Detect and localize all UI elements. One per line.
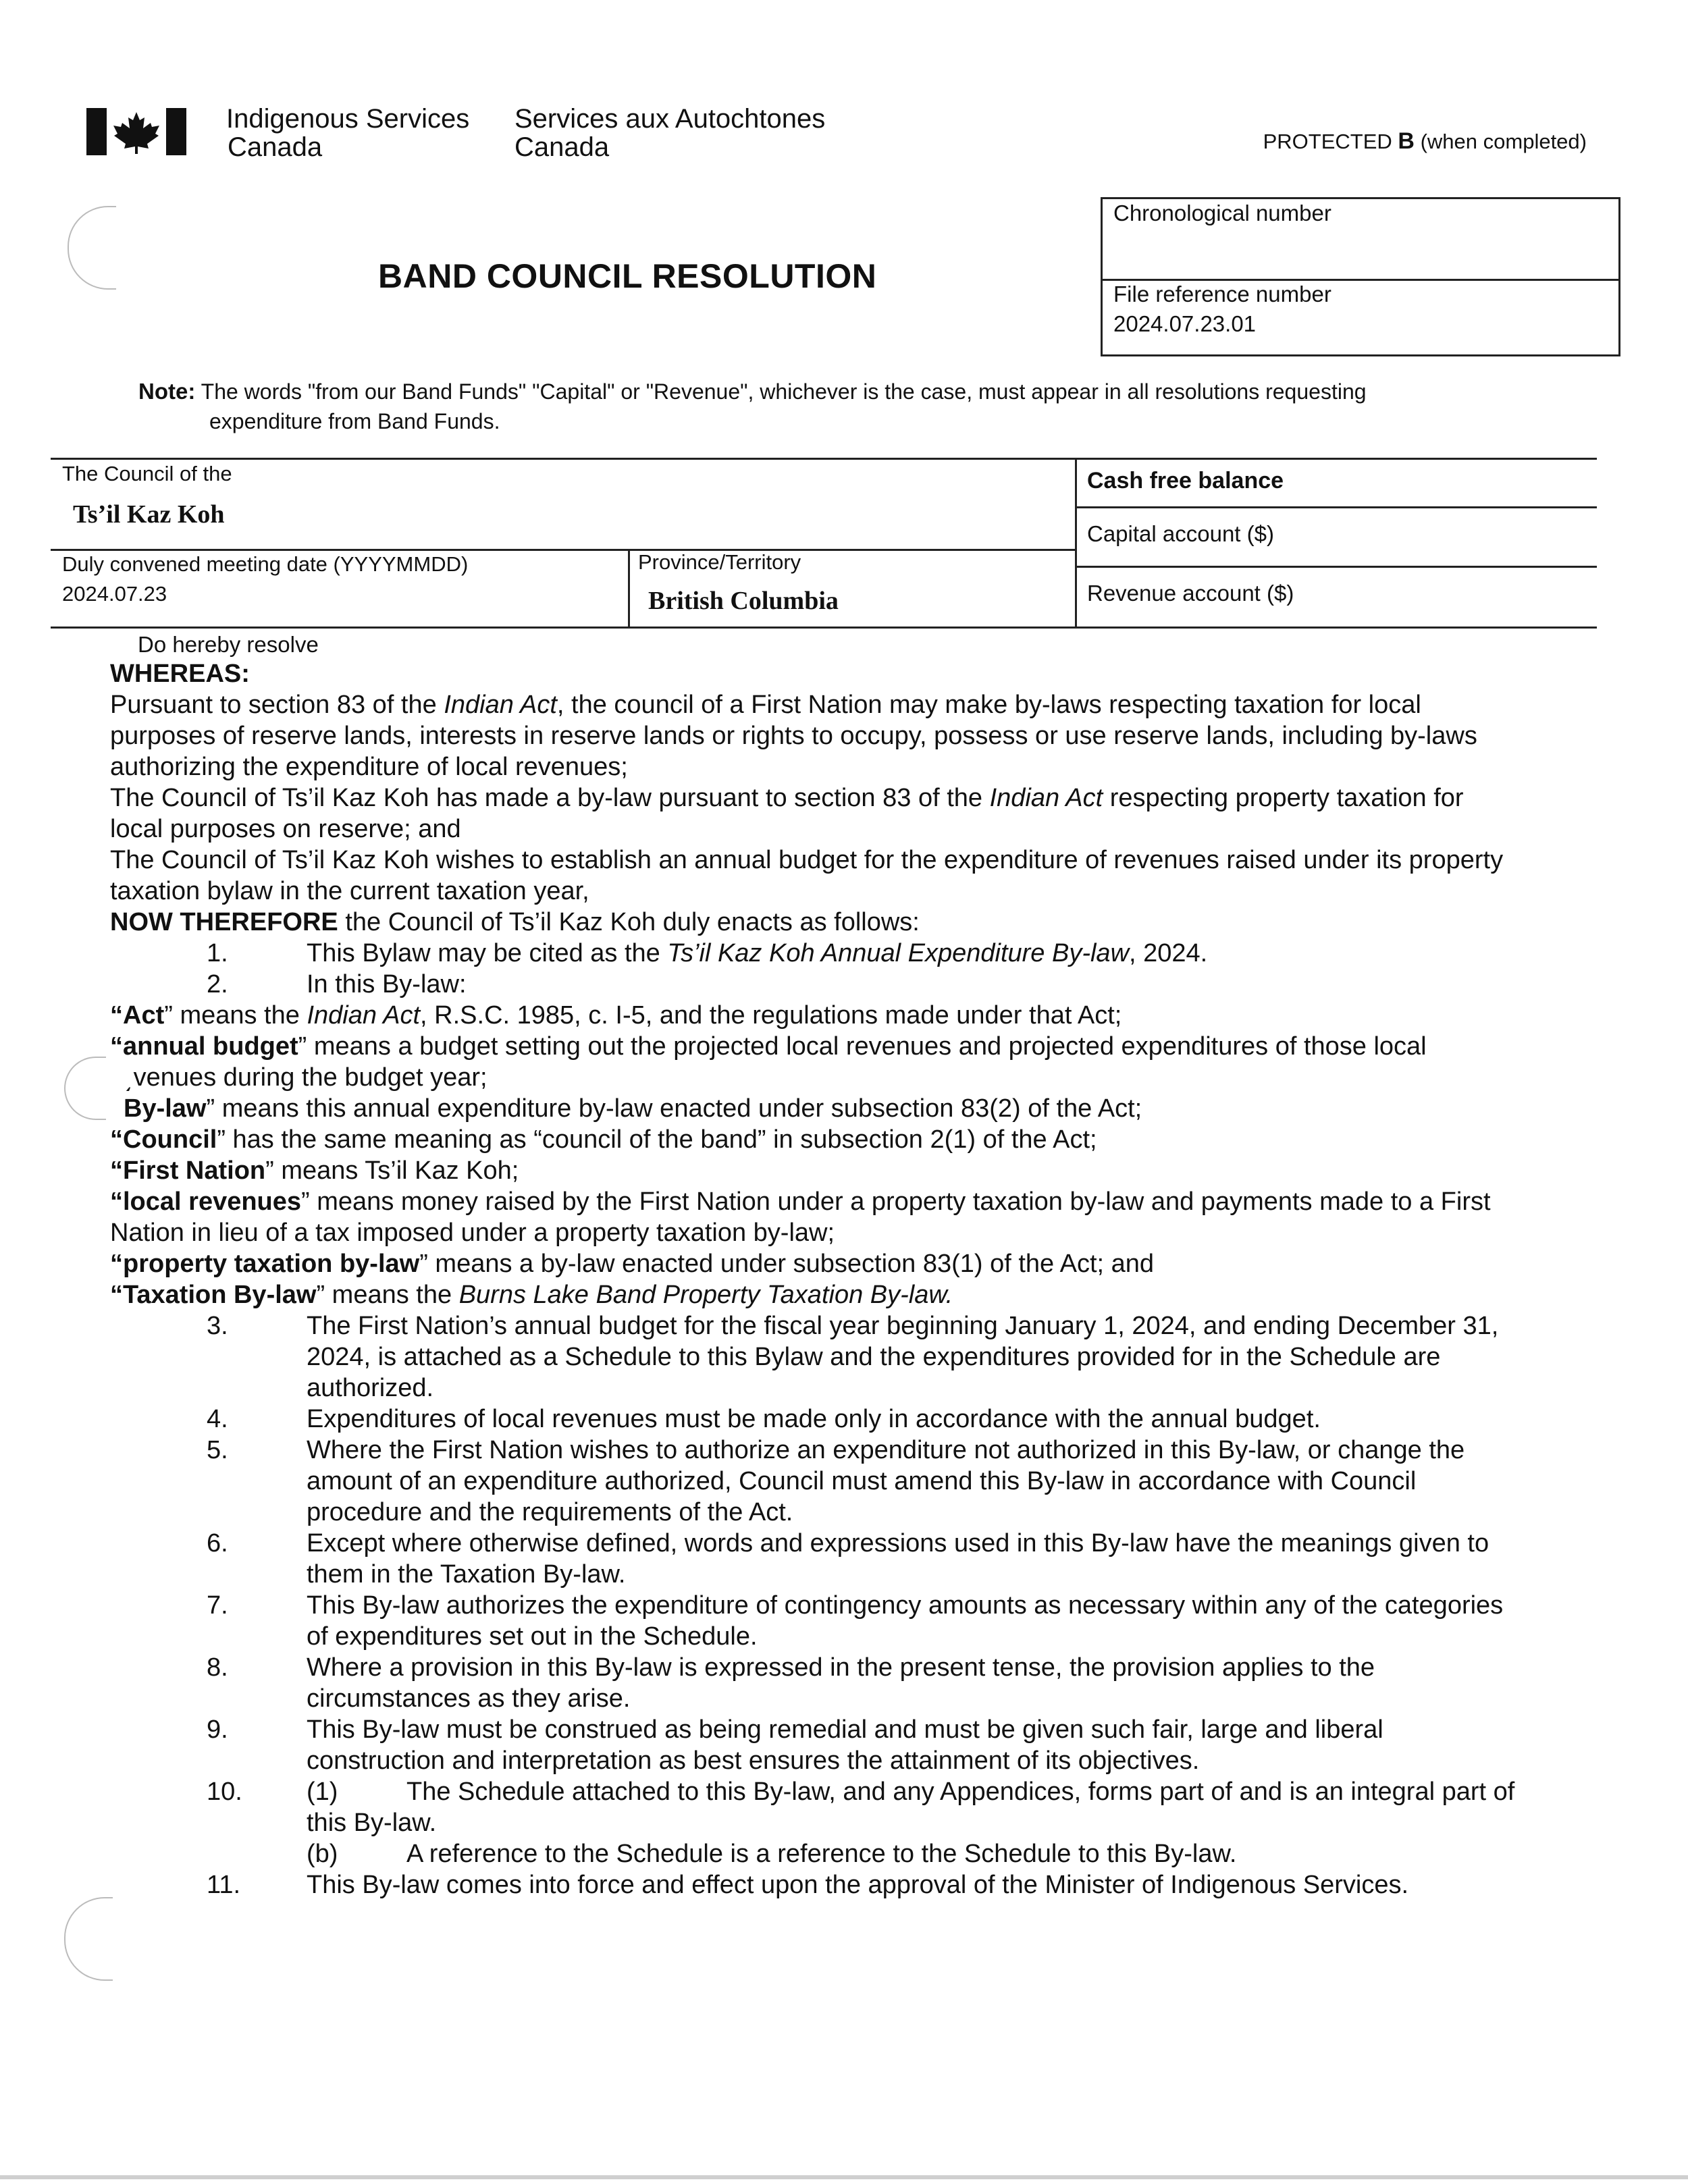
- section-5: 5. Where the First Nation wishes to authorize an expenditure not authorized in this By-law, or change the amount of an expenditure authorized, Council must amend this By-law in accordance with Council procedure and the requirements of the Act.: [207, 1436, 1465, 1526]
- table-divider-2: [628, 549, 630, 627]
- file-ref-value: 2024.07.23.01: [1113, 311, 1257, 336]
- def-local-revenues-line2: Nation in lieu of a tax imposed under a property taxation by-law;: [110, 1219, 835, 1247]
- council-label: The Council of the: [62, 462, 232, 485]
- section-10: 10. (1) The Schedule attached to this By-law, and any Appendices, forms part of and is an integral part of this By-law. (b) A reference to the Schedule is a reference to the Schedule to this By-law.: [207, 1778, 1515, 1868]
- def-annual-budget: “annual budget” means a budget setting out the projected local revenues and projected expenditures of those local: [110, 1032, 1427, 1061]
- hole-punch-mark-3: [64, 1897, 113, 1981]
- resolve-text: Do hereby resolve: [138, 632, 319, 657]
- hole-punch-mark-2: [64, 1057, 106, 1120]
- revenue-account-label: Revenue account ($): [1087, 581, 1294, 606]
- whereas-1-line3: authorizing the expenditure of local revenues;: [110, 753, 628, 781]
- dept-fr-line2: Canada: [515, 132, 610, 162]
- protected-suffix: (when completed): [1420, 130, 1587, 153]
- scan-edge: [0, 2175, 1688, 2179]
- capital-account-label: Capital account ($): [1087, 521, 1274, 546]
- dept-fr-line1: Services aux Autochtones: [515, 104, 826, 134]
- def-act: “Act” means the Indian Act, R.S.C. 1985, c. I-5, and the regulations made under that Act;: [110, 1001, 1122, 1030]
- whereas-1-line2: purposes of reserve lands, interests in reserve lands or rights to occupy, possess or use reserve lands, including by-laws: [110, 722, 1477, 750]
- section-8: 8. Where a provision in this By-law is expressed in the present tense, the provision applies to the circumstances as they arise.: [207, 1653, 1375, 1713]
- province-value: British Columbia: [648, 587, 839, 615]
- protected-marking: [1263, 128, 1587, 155]
- meeting-date-value: 2024.07.23: [62, 582, 167, 606]
- council-value: Ts’il Kaz Koh: [73, 500, 225, 529]
- now-therefore: NOW THEREFORE the Council of Ts’il Kaz Koh duly enacts as follows:: [110, 908, 920, 936]
- section-9: 9. This By-law must be construed as being remedial and must be given such fair, large and liberal construction and interpretation as best ensures the attainment of its objectives.: [207, 1715, 1383, 1775]
- def-first-nation: “First Nation” means Ts’il Kaz Koh;: [110, 1156, 519, 1185]
- dept-name-fr: [515, 105, 825, 161]
- note-label: Note:: [138, 379, 196, 404]
- file-ref-label: File reference number: [1113, 282, 1331, 307]
- chronological-row: [1103, 199, 1618, 281]
- resolution-body: [110, 658, 1623, 1900]
- whereas-1: Pursuant to section 83 of the Indian Act, the council of a First Nation may make by-laws respecting taxation for local: [110, 691, 1421, 719]
- note-text-line1: The words "from our Band Funds" "Capital" or "Revenue", whichever is the case, must appear in all resolutions requesting: [201, 379, 1367, 404]
- def-taxation-bylaw: “Taxation By-law” means the Burns Lake Band Property Taxation By-law.: [110, 1281, 953, 1309]
- whereas-3-line2: taxation bylaw in the current taxation year,: [110, 877, 589, 905]
- province-label: Province/Territory: [638, 550, 801, 574]
- def-bylaw: By-law” means this annual expenditure by-law enacted under subsection 83(2) of the Act;: [124, 1094, 1142, 1123]
- def-property-taxation: “property taxation by-law” means a by-law enacted under subsection 83(1) of the Act; and: [110, 1250, 1155, 1278]
- hole-punch-mark: [68, 206, 116, 290]
- whereas-3: The Council of Ts’il Kaz Koh wishes to establish an annual budget for the expenditure of revenues raised under its property: [110, 846, 1504, 874]
- section-4: 4. Expenditures of local revenues must be made only in accordance with the annual budget.: [207, 1405, 1321, 1433]
- note: [138, 377, 1590, 436]
- table-divider: [1075, 458, 1077, 627]
- cash-free-balance-label: Cash free balance: [1087, 468, 1284, 494]
- table-mid-rule: [51, 549, 1075, 551]
- section-11: 11. This By-law comes into force and effect upon the approval of the Minister of Indigenous Services.: [207, 1871, 1409, 1899]
- chronological-label: Chronological number: [1113, 201, 1331, 225]
- table-bottom-rule: [51, 627, 1597, 629]
- cash-rule-1: [1075, 506, 1597, 508]
- dept-en-line1: Indigenous Services: [226, 104, 470, 134]
- table-top-rule: [51, 458, 1597, 460]
- whereas-2: The Council of Ts’il Kaz Koh has made a by-law pursuant to section 83 of the Indian Act respecting property taxation for: [110, 784, 1464, 812]
- dept-en-line2: Canada: [228, 132, 323, 162]
- whereas-heading: WHEREAS:: [110, 660, 250, 688]
- whereas-2-line2: local purposes on reserve; and: [110, 815, 461, 843]
- section-6: 6. Except where otherwise defined, words and expressions used in this By-law have the meanings given to them in the Taxation By-law.: [207, 1529, 1489, 1589]
- cash-rule-2: [1075, 566, 1597, 568]
- protected-level: B: [1398, 128, 1415, 154]
- section-1: 1. This Bylaw may be cited as the Ts’il Kaz Koh Annual Expenditure By-law, 2024.: [207, 939, 1208, 967]
- def-annual-budget-line2: ͵venues during the budget year;: [125, 1063, 487, 1092]
- section-2: 2. In this By-law:: [207, 970, 467, 998]
- def-council: “Council” has the same meaning as “council of the band” in subsection 2(1) of the Act;: [110, 1125, 1097, 1154]
- section-7: 7. This By-law authorizes the expenditure of contingency amounts as necessary within any of the categories of expenditures set out in the Schedule.: [207, 1591, 1504, 1651]
- reference-box: [1101, 197, 1620, 356]
- def-local-revenues: “local revenues” means money raised by the First Nation under a property taxation by-law and payments made to a First: [110, 1188, 1491, 1216]
- section-3: 3. The First Nation’s annual budget for the fiscal year beginning January 1, 2024, and ending December 31, 2024, is attached as a Schedule to this Bylaw and the expenditures provided for in the Schedule are authorized.: [207, 1312, 1499, 1402]
- form-title: BAND COUNCIL RESOLUTION: [378, 257, 877, 295]
- protected-prefix: PROTECTED: [1263, 130, 1392, 153]
- note-text-line2: expenditure from Band Funds.: [209, 409, 500, 433]
- canada-flag-icon: [86, 108, 186, 155]
- dept-name-en: [226, 105, 469, 161]
- meeting-date-label: Duly convened meeting date (YYYYMMDD): [62, 552, 469, 576]
